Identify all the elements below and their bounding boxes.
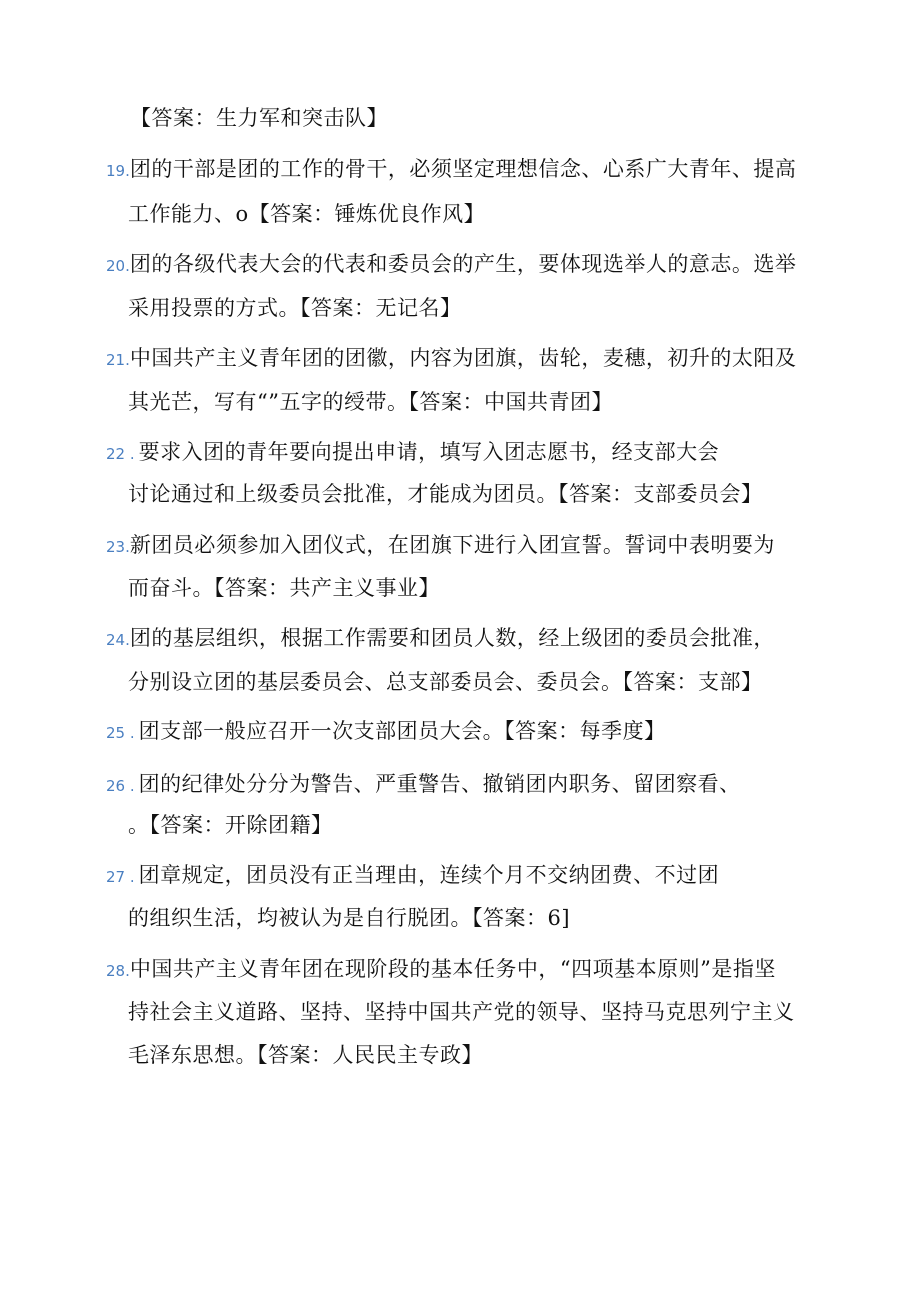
question-text: 团的基层组织，根据工作需要和团员人数，经上级团的委员会批准， <box>129 626 775 650</box>
question-separator: . <box>125 445 135 463</box>
question-22-line-1 <box>106 438 719 468</box>
question-24-line-1 <box>106 624 775 654</box>
question-text: 团的干部是团的工作的骨干，必须坚定理想信念、心系广大青年、提高 <box>129 157 797 181</box>
question-24-line-2: 分别设立团的基层委员会、总支部委员会、委员会。【答案：支部】 <box>128 670 763 694</box>
question-20-line-2: 采用投票的方式。【答案：无记名】 <box>128 296 462 320</box>
question-separator: . <box>125 162 130 180</box>
question-separator: . <box>125 257 130 275</box>
question-number: 19 <box>106 162 126 180</box>
question-number: 28 <box>106 962 126 980</box>
question-separator: . <box>125 868 135 886</box>
question-separator: . <box>125 538 130 556</box>
question-number: 20 <box>106 257 126 275</box>
question-19-line-1 <box>106 155 796 185</box>
question-text: 团的各级代表大会的代表和委员会的产生，要体现选举人的意志。选举 <box>129 252 797 276</box>
question-text: 中国共产主义青年团在现阶段的基本任务中，“四项基本原则”是指坚 <box>129 957 776 981</box>
question-text: 团的纪律处分分为警告、严重警告、撤销团内职务、留团察看、 <box>138 772 741 796</box>
lead-answer: 【答案：生力军和突击队】 <box>130 106 388 130</box>
question-27-line-2: 的组织生活，均被认为是自行脱团。【答案：6] <box>128 906 571 930</box>
question-25-line-1 <box>106 717 666 747</box>
question-21-line-1 <box>106 344 796 374</box>
question-23-line-2: 而奋斗。【答案：共产主义事业】 <box>128 576 440 600</box>
question-22-line-2: 讨论通过和上级委员会批准，才能成为团员。【答案：支部委员会】 <box>128 482 763 506</box>
question-text: 新团员必须参加入团仪式，在团旗下进行入团宣誓。誓词中表明要为 <box>129 533 775 557</box>
question-number: 22 <box>106 445 126 463</box>
question-28-line-1 <box>106 955 776 985</box>
question-28-line-3: 毛泽东思想。【答案：人民民主专政】 <box>128 1043 483 1067</box>
question-number: 27 <box>106 868 126 886</box>
question-26-line-2: 。【答案：开除团籍】 <box>128 813 333 837</box>
question-text: 中国共产主义青年团的团徽，内容为团旗，齿轮，麦穗，初升的太阳及 <box>129 346 797 370</box>
question-23-line-1 <box>106 531 775 561</box>
question-27-line-1 <box>106 861 719 891</box>
question-number: 24 <box>106 631 126 649</box>
question-separator: . <box>125 351 130 369</box>
question-28-line-2: 持社会主义道路、坚持、坚持中国共产党的领导、坚持马克思列宁主义 <box>128 1000 795 1024</box>
question-number: 25 <box>106 724 126 742</box>
question-19-line-2: 工作能力、o【答案：锤炼优良作风】 <box>128 202 486 226</box>
question-separator: . <box>125 962 130 980</box>
question-separator: . <box>125 724 135 742</box>
question-20-line-1 <box>106 250 796 280</box>
question-number: 21 <box>106 351 126 369</box>
question-text: 要求入团的青年要向提出申请，填写入团志愿书，经支部大会 <box>138 440 720 464</box>
question-separator: . <box>125 777 135 795</box>
question-number: 23 <box>106 538 126 556</box>
question-26-line-1 <box>106 770 741 800</box>
question-text: 团支部一般应召开一次支部团员大会。【答案：每季度】 <box>138 719 666 743</box>
question-21-line-2: 其光芒，写有“”五字的绶带。【答案：中国共青团】 <box>128 390 613 414</box>
question-text: 团章规定，团员没有正当理由，连续个月不交纳团费、不过团 <box>138 863 720 887</box>
question-number: 26 <box>106 777 126 795</box>
question-separator: . <box>125 631 130 649</box>
